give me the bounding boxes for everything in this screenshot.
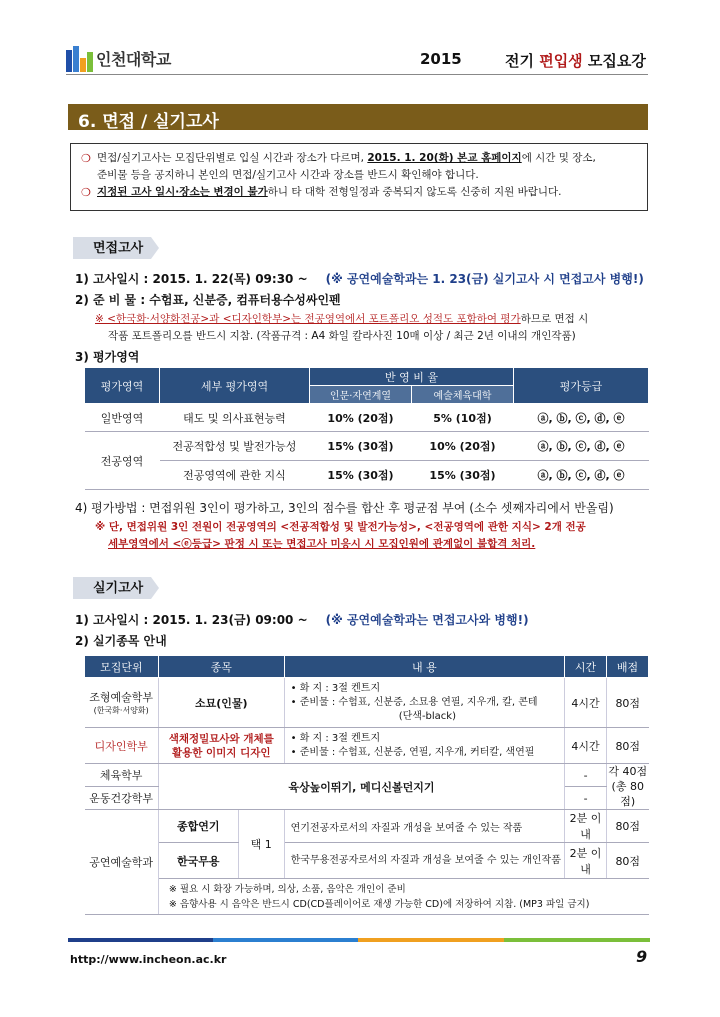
section-title-bar	[68, 104, 648, 130]
col-header: 시간	[565, 656, 607, 678]
cell-ratio: 10% (20점)	[412, 432, 514, 461]
subheading-practical	[73, 577, 151, 599]
notice-text: 하니 타 대학 전형일정과 중복되지 않도록 신중히 지원 바랍니다.	[267, 186, 562, 198]
cell-score: 80점	[607, 728, 649, 764]
cell-item: 육상높이뛰기, 메디신볼던지기	[158, 764, 564, 810]
header-title	[505, 50, 646, 71]
interview-date	[75, 270, 644, 287]
table-row	[85, 432, 649, 461]
table-row	[85, 764, 649, 787]
cell-choice: 택 1	[238, 810, 284, 879]
interview-note	[95, 311, 588, 326]
circle-bullet-icon: ❍	[81, 152, 91, 165]
content-line: (단색-black)	[398, 710, 456, 722]
cell-time: 4시간	[565, 678, 607, 728]
interview-areas-label: 3) 평가영역	[75, 350, 140, 364]
cell-grade: ⓐ, ⓑ, ⓒ, ⓓ, ⓔ	[514, 404, 649, 432]
cell-detail: 태도 및 의사표현능력	[160, 404, 310, 432]
cell-unit: 체육학부	[85, 764, 159, 787]
cell-content: 한국무용전공자로서의 자질과 개성을 보여줄 수 있는 개인작품	[284, 843, 564, 879]
content-line: • 화 지 : 3절 켄트지	[290, 682, 381, 694]
notice-item-cont	[81, 167, 637, 184]
col-subheader: 인문·자연계열	[310, 386, 412, 404]
footer-url[interactable]: http://www.incheon.ac.kr	[70, 953, 227, 966]
page-number: 9	[636, 947, 648, 966]
cell-area: 일반영역	[85, 404, 160, 432]
interview-note-cont: 작품 포트폴리오를 반드시 지참. (작품규격 : A4 화일 칼라사진 10매 이상 / 최근 2년 이내의 개인작품)	[108, 330, 576, 342]
cell-content	[284, 678, 564, 728]
interview-date-text: 1) 고사일시 : 2015. 1. 22(목) 09:30 ~	[75, 272, 308, 286]
cell-item: 종합연기	[158, 810, 238, 843]
notice-box	[70, 143, 648, 211]
table-row	[85, 879, 649, 915]
header-title-pre: 전기	[505, 52, 540, 70]
notice-item	[81, 150, 637, 167]
cell-score: 80점	[607, 810, 649, 843]
subheading-text: 실기고사	[93, 581, 144, 596]
cell-detail: 전공영역에 관한 지식	[160, 461, 310, 490]
cell-time: 4시간	[565, 728, 607, 764]
practical-date-text: 1) 고사일시 : 2015. 1. 23(금) 09:00 ~	[75, 613, 308, 627]
subheading-text: 면접고사	[93, 241, 144, 256]
interview-method: 4) 평가방법 : 면접위원 3인이 평가하고, 3인의 점수를 합산 후 평균점 부여 (소수 셋째자리에서 반올림)	[75, 501, 614, 515]
university-logo	[66, 44, 188, 72]
stripe-segment	[504, 938, 650, 942]
cell-time: 2분 이내	[565, 843, 607, 879]
cell-grade: ⓐ, ⓑ, ⓒ, ⓓ, ⓔ	[514, 432, 649, 461]
table-row	[85, 404, 649, 432]
cell-unit: 디자인학부	[85, 728, 159, 764]
cell-ratio: 10% (20점)	[310, 404, 412, 432]
score-line: (총 80점)	[611, 780, 644, 808]
cell-time: 2분 이내	[565, 810, 607, 843]
evaluation-table	[84, 367, 649, 490]
col-header: 배점	[607, 656, 649, 678]
score-line: 각 40점	[608, 765, 648, 778]
interview-note-red: ※ <한국화·서양화전공>과 <디자인학부>는 전공영역에서 포트폴리오 성적도 포함하여 평가	[95, 313, 521, 325]
header-divider	[66, 74, 648, 75]
logo-icon	[66, 46, 94, 72]
table-row	[85, 461, 649, 490]
cell-item: 소묘(인물)	[158, 678, 284, 728]
note-line: ※ 음향사용 시 음악은 반드시 CD(CD플레이어로 재생 가능한 CD)에 저장하여 지참. (MP3 파일 금지)	[168, 898, 590, 910]
section-title: 6. 면접 / 실기고사	[78, 112, 219, 132]
notice-text: 에 시간 및 장소,	[521, 152, 596, 164]
cell-item: 한국무용	[158, 843, 238, 879]
content-line: • 준비물 : 수험표, 신분증, 소묘용 연필, 지우개, 칼, 콘테	[290, 696, 538, 708]
table-row	[85, 728, 649, 764]
cell-unit	[85, 678, 159, 728]
interview-note-text: 하므로 면접 시	[520, 313, 589, 325]
content-line: • 화 지 : 3절 켄트지	[290, 732, 381, 744]
practical-date-note: (※ 공연예술학과는 면접고사와 병행!)	[325, 613, 529, 627]
cell-unit: 공연예술학과	[85, 810, 159, 915]
cell-item	[158, 728, 284, 764]
notice-emphasis: 지정된 고사 일시·장소는 변경이 불가	[97, 186, 268, 198]
subheading-interview	[73, 237, 151, 259]
col-header: 평가영역	[85, 368, 160, 404]
page-header	[0, 0, 720, 78]
cell-ratio: 15% (30점)	[310, 432, 412, 461]
col-header: 모집단위	[85, 656, 159, 678]
cell-ratio: 5% (10점)	[412, 404, 514, 432]
cell-content: 연기전공자로서의 자질과 개성을 보여줄 수 있는 작품	[284, 810, 564, 843]
col-header: 평가등급	[514, 368, 649, 404]
item-line: 색채정밀묘사와 개체를	[168, 732, 274, 745]
cell-content	[284, 728, 564, 764]
logo-text: 인천대학교	[96, 50, 171, 69]
unit-sub: (한국화·서양화)	[93, 706, 149, 715]
table-row	[85, 810, 649, 843]
cell-time: -	[565, 787, 607, 810]
notice-text: 준비물 등을 공지하니 본인의 면접/실기고사 시간과 장소를 반드시 확인해야 합니다.	[97, 169, 479, 181]
cell-detail: 전공적합성 및 발전가능성	[160, 432, 310, 461]
interview-materials: 2) 준 비 물 : 수험표, 신분증, 컴퓨터용수성싸인펜	[75, 293, 341, 307]
col-header: 내 용	[284, 656, 564, 678]
cell-ratio: 15% (30점)	[412, 461, 514, 490]
interview-warning-cont: 세부영역에서 <ⓔ등급> 판정 시 또는 면접고사 미응시 시 모집인원에 관계없이 불합격 처리.	[108, 538, 536, 550]
notice-date: 2015. 1. 20(화) 본교 홈페이지	[367, 152, 522, 164]
col-header: 세부 평가영역	[160, 368, 310, 404]
cell-notes	[158, 879, 648, 915]
footer-stripe	[68, 938, 650, 942]
cell-score: 80점	[607, 843, 649, 879]
stripe-segment	[213, 938, 358, 942]
content-line: • 준비물 : 수험표, 신분증, 연필, 지우개, 커터칼, 색연필	[290, 746, 535, 758]
cell-grade: ⓐ, ⓑ, ⓒ, ⓓ, ⓔ	[514, 461, 649, 490]
interview-date-note: (※ 공연예술학과는 1. 23(금) 실기고사 시 면접고사 병행!)	[325, 272, 644, 286]
item-line: 활용한 이미지 디자인	[171, 746, 271, 759]
table-row	[85, 678, 649, 728]
col-header: 반 영 비 율	[310, 368, 514, 386]
header-year: 2015	[420, 50, 462, 68]
cell-unit: 운동건강학부	[85, 787, 159, 810]
practical-date	[75, 611, 529, 628]
cell-time: -	[565, 764, 607, 787]
header-title-post: 모집요강	[582, 52, 646, 70]
cell-score: 80점	[607, 678, 649, 728]
practical-items-label: 2) 실기종목 안내	[75, 634, 167, 648]
cell-ratio: 15% (30점)	[310, 461, 412, 490]
notice-text: 면접/실기고사는 모집단위별로 입실 시간과 장소가 다르며,	[97, 152, 368, 164]
col-subheader: 예술체육대학	[412, 386, 514, 404]
note-line: ※ 필요 시 화장 가능하며, 의상, 소품, 음악은 개인이 준비	[168, 883, 406, 895]
cell-score	[607, 764, 649, 810]
stripe-segment	[68, 938, 213, 942]
header-title-highlight: 편입생	[539, 52, 583, 70]
cell-area: 전공영역	[85, 432, 160, 490]
interview-warning: ※ 단, 면접위원 3인 전원이 전공영역의 <전공적합성 및 발전가능성>, <전공영역에 관한 지식> 2개 전공	[95, 521, 586, 533]
col-header: 종목	[158, 656, 284, 678]
practical-table	[84, 655, 649, 915]
unit-name: 조형예술학부	[89, 691, 154, 704]
table-row	[85, 843, 649, 879]
notice-item	[81, 184, 637, 201]
stripe-segment	[358, 938, 504, 942]
circle-bullet-icon: ❍	[81, 186, 91, 199]
